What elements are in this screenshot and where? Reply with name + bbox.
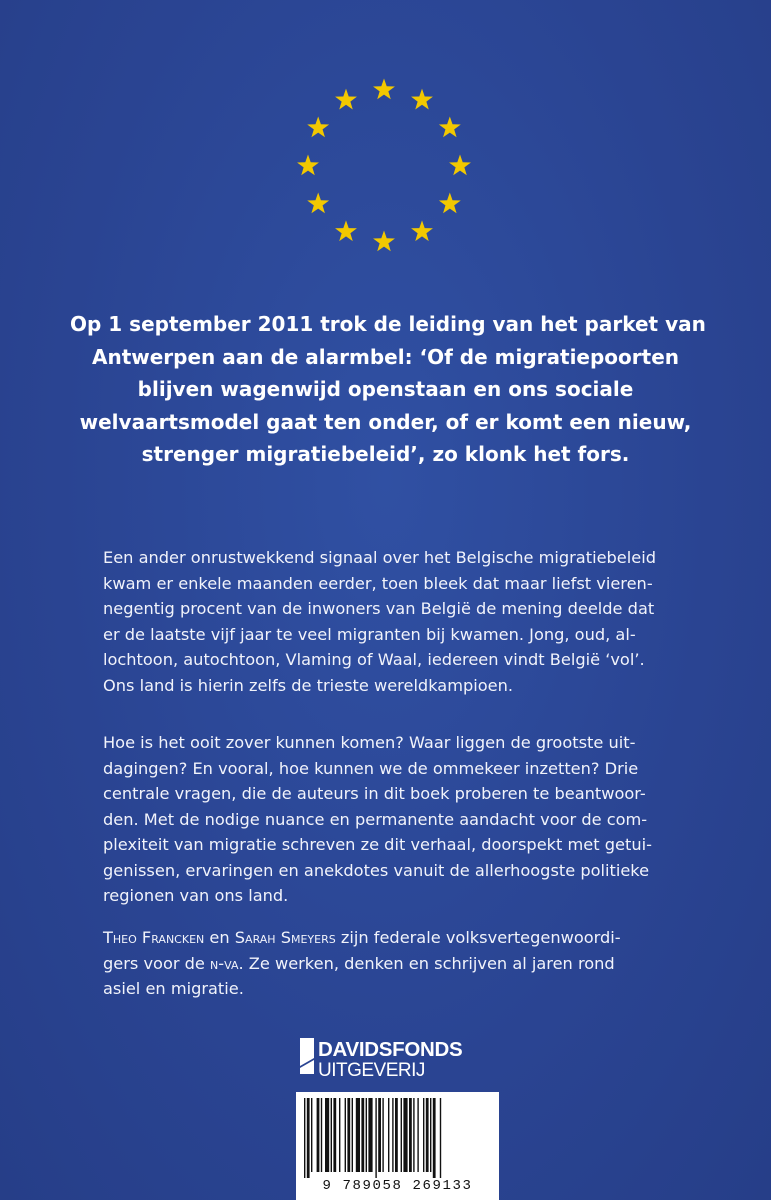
text-line: genissen, ervaringen en anekdotes vanuit de allerhoogste politieke bbox=[103, 860, 650, 880]
lead-line: Op 1 september 2011 trok de leiding van het parket van bbox=[70, 312, 706, 336]
star-icon bbox=[335, 89, 357, 110]
text-line bbox=[103, 925, 673, 951]
star-icon bbox=[373, 231, 395, 252]
star-icon bbox=[373, 79, 395, 100]
text-line: kwam er enkele maanden eerder, toen bleek dat maar liefst vieren- bbox=[103, 573, 653, 593]
star-icon bbox=[439, 117, 461, 138]
star-icon bbox=[449, 155, 471, 176]
text-line: asiel en migratie. bbox=[103, 979, 244, 998]
publisher-name: DAVIDSFONDS bbox=[318, 1038, 463, 1061]
star-icon bbox=[307, 193, 329, 214]
text-line: centrale vragen, die de auteurs in dit boek proberen te beantwoor- bbox=[103, 784, 646, 803]
text-line bbox=[103, 951, 673, 977]
author-name: Theo Francken bbox=[103, 928, 205, 947]
text-line: er de laatste vijf jaar te veel migranten bij kwamen. Jong, oud, al- bbox=[103, 624, 636, 644]
lead-paragraph bbox=[70, 308, 706, 471]
text-line: dagingen? En vooral, hoe kunnen we de ommekeer inzetten? Drie bbox=[103, 758, 639, 778]
text-line: Ons land is hierin zelfs de trieste wereldkampioen. bbox=[103, 675, 514, 695]
davidsfonds-logo-icon bbox=[298, 1036, 316, 1076]
lead-line: blijven wagenwijd openstaan en ons sociale bbox=[137, 377, 634, 401]
text-line: den. Met de nodige nuance en permanente aandacht voor de com- bbox=[103, 809, 648, 829]
isbn-number: 9 789058 269133 bbox=[322, 1178, 473, 1194]
barcode-label bbox=[296, 1092, 499, 1200]
publisher-logo bbox=[298, 1032, 498, 1082]
party-name: n-va bbox=[210, 953, 239, 973]
star-icon bbox=[411, 89, 433, 110]
text-line: negentig procent van de inwoners van België de mening deelde dat bbox=[103, 599, 655, 618]
text-fragment: zijn federale volksvertegenwoordi- bbox=[335, 928, 621, 947]
text-fragment: . Ze werken, denken en schrijven al jaren rond bbox=[238, 953, 615, 973]
author-name: Sarah Smeyers bbox=[234, 928, 336, 947]
lead-line: strenger migratiebeleid’, zo klonk het fors. bbox=[141, 442, 630, 466]
star-icon bbox=[411, 220, 433, 241]
text-fragment: gers voor de bbox=[103, 953, 211, 973]
star-icon bbox=[335, 220, 357, 241]
lead-line: Antwerpen aan de alarmbel: ‘Of de migratiepoorten bbox=[91, 344, 680, 369]
star-icon bbox=[439, 193, 461, 214]
star-icon bbox=[307, 117, 329, 138]
barcode-icon bbox=[304, 1098, 491, 1178]
publisher-subtitle: UITGEVERIJ bbox=[318, 1060, 425, 1081]
text-line: lochtoon, autochtoon, Vlaming of Waal, iedereen vindt België ‘vol’. bbox=[103, 650, 645, 669]
paragraph-signal bbox=[103, 545, 673, 698]
star-icon bbox=[297, 155, 319, 176]
lead-line: welvaartsmodel gaat ten onder, of er komt een nieuw, bbox=[79, 409, 692, 434]
eu-stars-emblem bbox=[0, 0, 771, 330]
text-line: regionen van ons land. bbox=[103, 886, 289, 905]
text-line: Een ander onrustwekkend signaal over het Belgische migratiebeleid bbox=[103, 548, 656, 567]
paragraph-questions bbox=[103, 730, 673, 909]
text-line: plexiteit van migratie schreven ze dit verhaal, doorspekt met getui- bbox=[103, 835, 652, 854]
text-line: Hoe is het ooit zover kunnen komen? Waar liggen de grootste uit- bbox=[103, 733, 636, 752]
paragraph-authors bbox=[103, 925, 673, 1002]
conjunction: en bbox=[204, 928, 235, 947]
